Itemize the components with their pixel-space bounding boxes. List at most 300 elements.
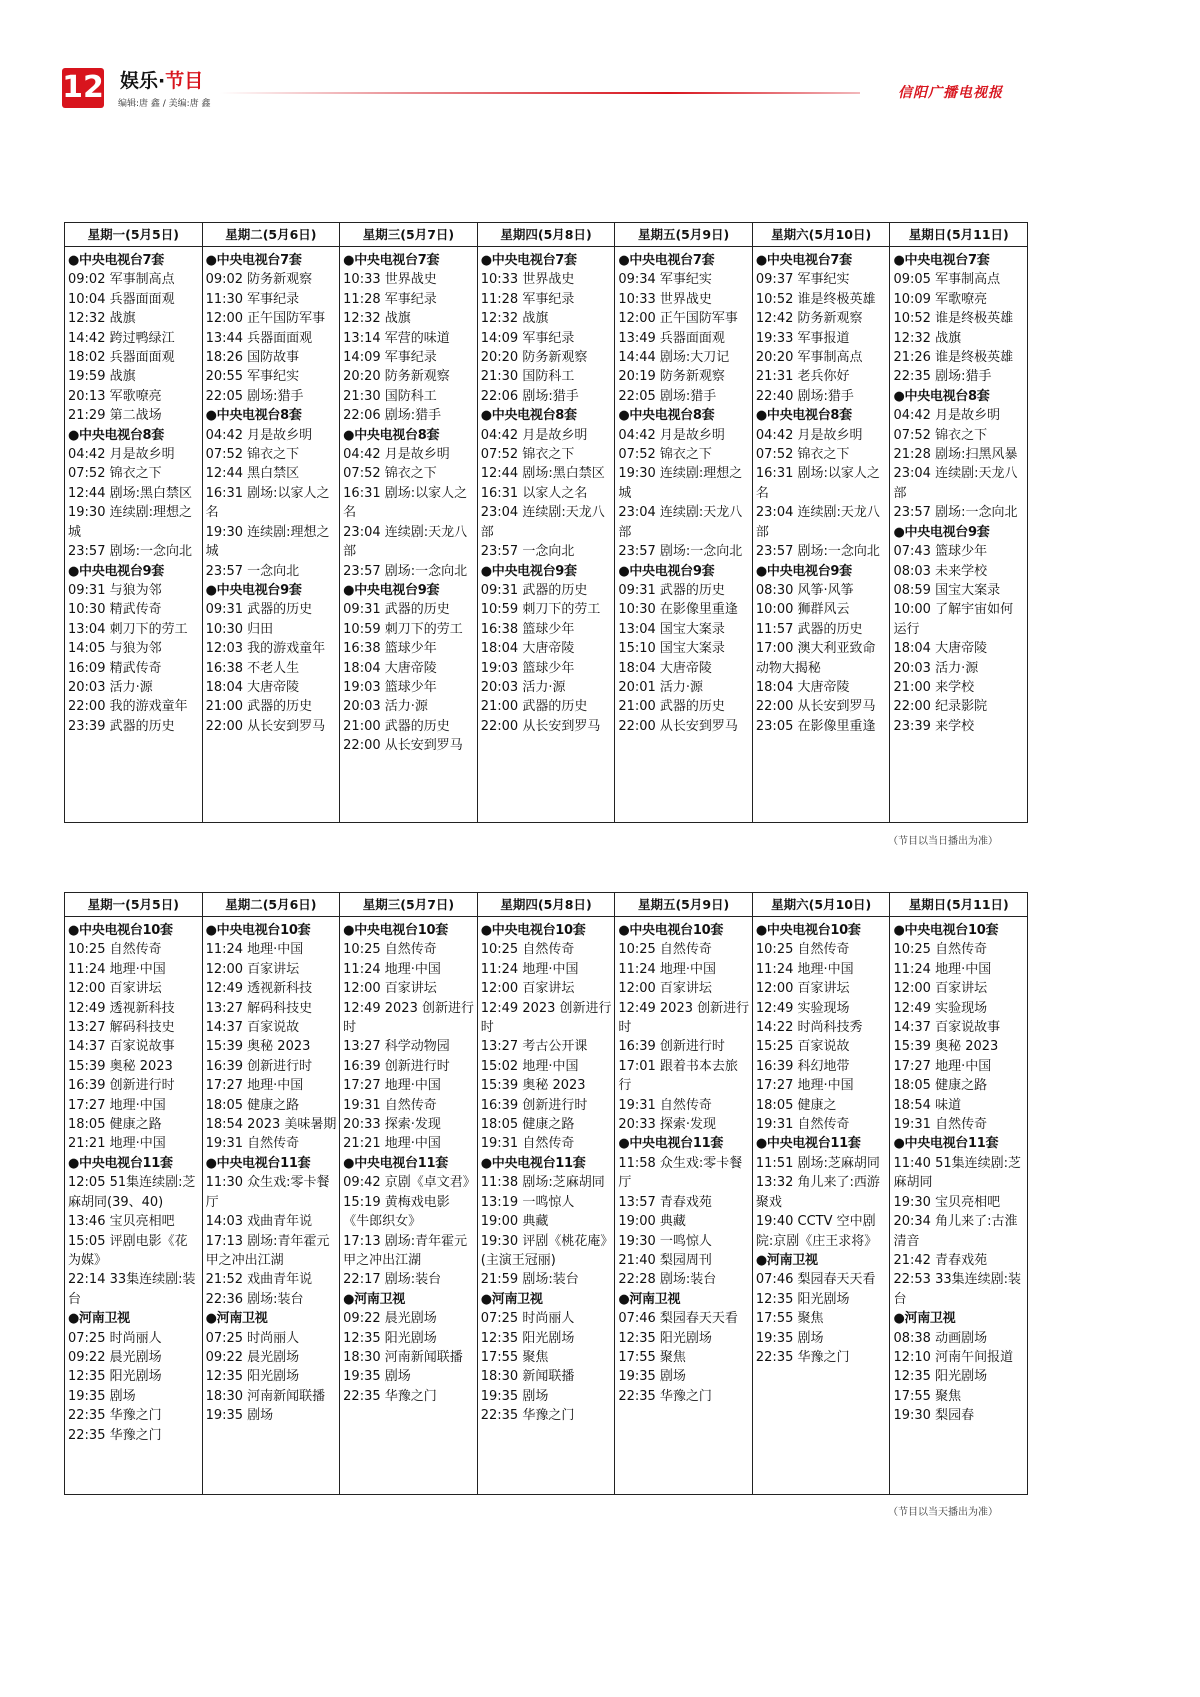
program-item: 11:58 众生戏:零卡餐厅 — [618, 1155, 743, 1191]
program-item: 22:05 剧场:猎手 — [205, 388, 304, 404]
day-header: 星期六(5月10日) — [753, 893, 890, 917]
program-item: 17:13 剧场:青年霍元甲之冲出江湖 — [205, 1233, 330, 1268]
day-column — [340, 893, 478, 1494]
day-header: 星期五(5月9日) — [615, 223, 752, 247]
program-item: 14:37 百家说故事 — [68, 1039, 175, 1055]
day-column — [753, 893, 891, 1494]
program-item: 16:31 以家人之名 — [480, 485, 588, 501]
program-item: 08:03 未来学校 — [893, 563, 988, 579]
program-item: 16:31 剧场:以家人之名 — [343, 485, 468, 521]
program-item: 20:20 防务新观察 — [343, 369, 450, 385]
program-item: 17:55 聚焦 — [618, 1349, 686, 1365]
day-header: 星期一(5月5日) — [65, 223, 202, 247]
program-item: 22:35 华豫之门 — [755, 1349, 850, 1365]
program-item: 12:00 百家讲坛 — [893, 981, 988, 997]
day-column — [615, 223, 753, 822]
program-item: 21:42 青春戏苑 — [893, 1252, 988, 1268]
program-item: 11:30 军事纪录 — [205, 291, 300, 307]
program-item: 18:04 大唐帝陵 — [205, 679, 300, 695]
program-item: 16:39 创新进行时 — [68, 1078, 175, 1094]
program-item: 21:00 来学校 — [893, 679, 975, 695]
program-item: 14:37 百家说故事 — [893, 1020, 1001, 1036]
day-schedule — [203, 247, 340, 736]
day-header: 星期日(5月11日) — [890, 223, 1027, 247]
program-item: 21:30 国防科工 — [480, 369, 575, 385]
program-item: 23:39 武器的历史 — [68, 718, 175, 734]
program-item: 14:44 剧场:大刀记 — [618, 350, 730, 366]
program-item: 19:35 剧场 — [68, 1388, 136, 1404]
program-item: 23:04 连续剧:天龙八部 — [343, 524, 468, 560]
channel-name: ●中央电视台7套 — [893, 253, 990, 268]
program-item: 12:49 2023 创新进行时 — [618, 1000, 750, 1036]
program-item: 12:00 百家讲坛 — [755, 981, 850, 997]
day-schedule — [478, 247, 615, 736]
program-item: 20:34 角儿来了:古淮清音 — [893, 1214, 1018, 1249]
program-item: 21:21 地理·中国 — [343, 1136, 441, 1152]
program-item: 23:57 剧场:一念向北 — [343, 563, 468, 579]
program-item: 19:31 自然传奇 — [343, 1097, 437, 1113]
program-item: 17:27 地理·中国 — [755, 1078, 854, 1094]
program-item: 21:30 国防科工 — [343, 388, 437, 404]
channel-name: ●中央电视台9套 — [755, 563, 852, 579]
program-item: 12:00 百家讲坛 — [618, 981, 712, 997]
program-item: 13:27 解码科技史 — [68, 1020, 175, 1036]
program-item: 12:03 我的游戏童年 — [205, 641, 326, 657]
program-item: 07:25 时尚丽人 — [480, 1311, 575, 1327]
program-item: 08:38 动画剧场 — [893, 1330, 988, 1346]
program-item: 07:52 锦衣之下 — [480, 447, 575, 463]
channel-name: ●中央电视台11套 — [205, 1155, 311, 1171]
program-item: 09:31 武器的历史 — [618, 582, 725, 598]
program-item: 21:29 第二战场 — [68, 408, 162, 424]
program-item: 11:30 众生戏:零卡餐厅 — [205, 1175, 330, 1210]
program-item: 13:04 刺刀下的劳工 — [68, 621, 188, 637]
day-header: 星期一(5月5日) — [65, 893, 202, 917]
program-item: 15:10 国宝大案录 — [618, 641, 725, 657]
program-item: 07:52 锦衣之下 — [343, 466, 437, 482]
program-item: 10:00 狮群风云 — [755, 602, 850, 618]
program-item: 12:44 黑白禁区 — [205, 466, 300, 482]
day-schedule — [890, 917, 1027, 1426]
program-item: 13:57 青春戏苑 — [618, 1194, 712, 1210]
program-item: 11:24 地理·中国 — [480, 961, 579, 977]
program-item: 16:38 不老人生 — [205, 660, 300, 676]
program-item: 19:30 评剧《桃花庵》(主演王冠丽) — [480, 1233, 607, 1268]
program-item: 12:35 阳光剧场 — [68, 1369, 162, 1385]
channel-name: ●中央电视台9套 — [893, 524, 990, 540]
program-item: 12:35 阳光剧场 — [893, 1369, 988, 1385]
program-item: 15:25 百家说故 — [755, 1039, 850, 1055]
program-item: 22:14 33集连续剧:装台 — [68, 1272, 196, 1307]
channel-name: ●中央电视台10套 — [68, 923, 173, 938]
day-column — [890, 223, 1027, 822]
program-item: 21:52 戏曲青年说 — [205, 1272, 313, 1288]
program-item: 09:37 军事纪实 — [755, 272, 850, 288]
program-item: 22:36 剧场:装台 — [205, 1291, 304, 1307]
program-item: 14:22 时尚科技秀 — [755, 1020, 863, 1036]
program-item: 23:57 剧场:一念向北 — [68, 544, 192, 560]
program-item: 04:42 月是故乡明 — [205, 427, 313, 443]
program-item: 15:39 奥秘 2023 — [893, 1039, 999, 1055]
program-item: 14:42 跨过鸭绿江 — [68, 330, 175, 346]
program-item: 12:00 百家讲坛 — [480, 981, 575, 997]
day-column — [65, 223, 203, 822]
channel-name: ●中央电视台9套 — [480, 563, 577, 579]
day-column — [890, 893, 1027, 1494]
program-item: 15:39 奥秘 2023 — [480, 1078, 586, 1094]
program-item: 04:42 月是故乡明 — [343, 447, 450, 463]
channel-name: ●中央电视台7套 — [343, 253, 440, 268]
program-item: 15:39 奥秘 2023 — [205, 1039, 311, 1055]
program-item: 18:05 健康之路 — [893, 1078, 988, 1094]
program-item: 23:04 连续剧:天龙八部 — [480, 505, 605, 540]
program-item: 17:00 澳大利亚致命动物大揭秘 — [755, 641, 876, 676]
program-item: 23:04 连续剧:天龙八部 — [618, 505, 743, 540]
program-item: 10:59 刺刀下的劳工 — [343, 621, 463, 637]
program-item: 16:39 创新进行时 — [480, 1097, 588, 1113]
program-item: 09:31 武器的历史 — [205, 602, 313, 618]
channel-name: ●中央电视台7套 — [755, 253, 852, 268]
program-item: 12:32 战旗 — [343, 311, 411, 327]
program-item: 12:42 防务新观察 — [755, 311, 863, 327]
channel-name: ●中央电视台7套 — [480, 253, 577, 268]
program-item: 22:35 华豫之门 — [480, 1408, 575, 1424]
program-item: 23:04 连续剧:天龙八部 — [893, 466, 1018, 501]
day-header: 星期五(5月9日) — [615, 893, 752, 917]
program-item: 20:55 军事纪实 — [205, 369, 300, 385]
channel-name: ●河南卫视 — [68, 1311, 130, 1327]
program-item: 07:52 锦衣之下 — [755, 447, 850, 463]
program-item: 12:49 实验现场 — [755, 1000, 850, 1016]
channel-name: ●中央电视台8套 — [480, 408, 577, 424]
channel-name: ●中央电视台11套 — [480, 1155, 586, 1171]
day-schedule — [753, 917, 890, 1367]
program-item: 07:52 锦衣之下 — [618, 447, 712, 463]
day-schedule — [890, 247, 1027, 736]
program-item: 12:32 战旗 — [893, 330, 962, 346]
program-item: 18:26 国防故事 — [205, 350, 300, 366]
program-item: 22:35 华豫之门 — [68, 1427, 162, 1443]
day-schedule — [340, 247, 477, 756]
program-item: 19:30 连续剧:理想之城 — [205, 524, 330, 560]
day-schedule — [65, 917, 202, 1445]
channel-name: ●中央电视台10套 — [893, 923, 999, 938]
program-item: 22:35 华豫之门 — [618, 1388, 712, 1404]
program-item: 17:01 跟着书本去旅行 — [618, 1058, 738, 1094]
program-item: 11:51 剧场:芝麻胡同 — [755, 1155, 880, 1171]
program-item: 12:32 战旗 — [68, 311, 136, 327]
program-item: 10:33 世界战史 — [343, 272, 437, 288]
day-schedule — [65, 247, 202, 736]
program-item: 20:33 探索·发现 — [343, 1117, 441, 1133]
day-column — [340, 223, 478, 822]
program-item: 12:00 百家讲坛 — [68, 981, 162, 997]
program-item: 09:02 防务新观察 — [205, 272, 313, 288]
program-item: 23:05 在影像里重逢 — [755, 718, 876, 734]
newspaper-brand: 信阳广播电视报 — [898, 85, 1003, 101]
day-header: 星期二(5月6日) — [203, 893, 340, 917]
program-item: 09:31 武器的历史 — [343, 602, 450, 618]
program-item: 23:39 来学校 — [893, 718, 975, 734]
program-item: 13:32 角儿来了:西游聚戏 — [755, 1175, 880, 1210]
day-schedule — [478, 917, 615, 1426]
program-item: 13:19 一鸣惊人 — [480, 1194, 575, 1210]
program-item: 15:05 评剧电影《花为媒》 — [68, 1233, 188, 1268]
program-item: 21:59 剧场:装台 — [480, 1272, 579, 1288]
program-item: 11:24 地理·中国 — [343, 961, 441, 977]
program-item: 12:44 剧场:黑白禁区 — [68, 485, 192, 501]
day-column — [615, 893, 753, 1494]
schedule-table-week1 — [64, 222, 1028, 823]
program-item: 12:49 透视新科技 — [68, 1000, 175, 1016]
program-item: 16:31 剧场:以家人之名 — [205, 485, 330, 521]
program-item: 23:04 连续剧:天龙八部 — [755, 505, 880, 540]
channel-name: ●中央电视台11套 — [343, 1155, 448, 1171]
program-item: 23:57 剧场:一念向北 — [755, 544, 880, 560]
program-item: 12:49 实验现场 — [893, 1000, 988, 1016]
editors-credit: 编辑:唐 鑫 / 美编:唐 鑫 — [118, 99, 211, 109]
program-item: 22:53 33集连续剧:装台 — [893, 1272, 1021, 1307]
program-item: 09:31 武器的历史 — [480, 582, 588, 598]
program-item: 20:20 防务新观察 — [480, 350, 588, 366]
program-item: 04:42 月是故乡明 — [755, 427, 863, 443]
program-item: 22:35 剧场:猎手 — [893, 369, 992, 385]
program-item: 09:22 晨光剧场 — [205, 1349, 300, 1365]
program-item: 19:40 CCTV 空中剧院:京剧《庄王求将》 — [755, 1214, 878, 1249]
program-item: 22:06 剧场:猎手 — [343, 408, 442, 424]
program-item: 14:37 百家说故 — [205, 1020, 300, 1036]
program-item: 12:49 透视新科技 — [205, 981, 313, 997]
program-item: 07:52 锦衣之下 — [68, 466, 162, 482]
day-column — [65, 893, 203, 1494]
program-item: 13:04 国宝大案录 — [618, 621, 725, 637]
channel-name: ●河南卫视 — [205, 1311, 268, 1327]
program-item: 10:33 世界战史 — [480, 272, 575, 288]
channel-name: ●中央电视台11套 — [68, 1155, 173, 1171]
program-item: 20:03 活力·源 — [343, 699, 428, 715]
program-item: 19:35 剧场 — [480, 1388, 549, 1404]
day-header: 星期四(5月8日) — [478, 893, 615, 917]
program-item: 18:30 河南新闻联播 — [343, 1349, 463, 1365]
day-column — [478, 893, 616, 1494]
channel-name: ●中央电视台8套 — [343, 427, 440, 443]
day-header: 星期三(5月7日) — [340, 893, 477, 917]
program-item: 14:09 军事纪录 — [480, 330, 575, 346]
program-item: 19:30 连续剧:理想之城 — [618, 466, 743, 501]
program-item: 10:59 刺刀下的劳工 — [480, 602, 601, 618]
day-column — [203, 893, 341, 1494]
program-item: 09:31 与狼为邻 — [68, 582, 162, 598]
program-item: 18:04 大唐帝陵 — [618, 660, 712, 676]
program-item: 21:31 老兵你好 — [755, 369, 850, 385]
program-item: 10:33 世界战史 — [618, 291, 712, 307]
program-item: 12:35 阳光剧场 — [618, 1330, 712, 1346]
program-item: 17:27 地理·中国 — [343, 1078, 441, 1094]
program-item: 19:59 战旗 — [68, 369, 136, 385]
program-item: 07:43 篮球少年 — [893, 544, 988, 560]
program-item: 19:30 宝贝亮相吧 — [893, 1194, 1001, 1210]
program-item: 11:28 军事纪录 — [480, 291, 575, 307]
program-item: 14:05 与狼为邻 — [68, 641, 162, 657]
header-rule — [220, 92, 860, 94]
program-item: 21:00 武器的历史 — [205, 699, 313, 715]
program-item: 14:09 军事纪录 — [343, 350, 437, 366]
program-item: 12:05 51集连续剧:芝麻胡同(39、40) — [68, 1175, 196, 1210]
program-item: 13:14 军营的味道 — [343, 330, 450, 346]
channel-name: ●中央电视台7套 — [68, 253, 164, 268]
program-item: 07:52 锦衣之下 — [893, 427, 988, 443]
program-item: 20:03 活力·源 — [480, 679, 566, 695]
channel-name: ●中央电视台8套 — [755, 408, 852, 424]
channel-name: ●中央电视台10套 — [755, 923, 861, 938]
program-item: 11:38 剧场:芝麻胡同 — [480, 1175, 605, 1191]
program-item: 21:21 地理·中国 — [68, 1136, 166, 1152]
program-item: 20:03 活力·源 — [893, 660, 979, 676]
program-item: 22:35 华豫之门 — [68, 1408, 162, 1424]
channel-name: ●河南卫视 — [480, 1291, 543, 1307]
program-item: 17:27 地理·中国 — [893, 1058, 992, 1074]
program-item: 23:57 剧场:一念向北 — [618, 544, 743, 560]
program-item: 08:30 风筝·风筝 — [755, 582, 854, 598]
program-item: 18:02 兵器面面观 — [68, 350, 175, 366]
program-item: 10:30 在影像里重逢 — [618, 602, 738, 618]
day-schedule — [615, 247, 752, 736]
program-item: 23:57 一念向北 — [205, 563, 300, 579]
program-item: 19:30 连续剧:理想之城 — [68, 505, 192, 540]
program-item: 20:03 活力·源 — [68, 679, 153, 695]
channel-name: ●河南卫视 — [343, 1291, 405, 1307]
program-item: 21:00 武器的历史 — [618, 699, 725, 715]
day-schedule — [340, 917, 477, 1406]
schedule-note-2: （节目以当天播出为准） — [888, 1507, 998, 1518]
program-item: 10:04 兵器面面观 — [68, 291, 175, 307]
channel-name: ●中央电视台10套 — [480, 923, 586, 938]
program-item: 19:31 自然传奇 — [480, 1136, 575, 1152]
program-item: 10:25 自然传奇 — [755, 942, 850, 958]
program-item: 17:55 聚焦 — [893, 1388, 962, 1404]
program-item: 22:00 从长安到罗马 — [755, 699, 876, 715]
program-item: 18:54 2023 美味暑期 19:31 自然传奇 — [205, 1117, 337, 1152]
program-item: 11:24 地理·中国 — [618, 961, 717, 977]
program-item: 21:00 武器的历史 — [343, 718, 450, 734]
program-item: 16:39 科幻地带 — [755, 1058, 850, 1074]
program-item: 07:52 锦衣之下 — [205, 447, 300, 463]
program-item: 10:25 自然传奇 — [68, 942, 162, 958]
channel-name: ●中央电视台11套 — [893, 1136, 999, 1152]
program-item: 04:42 月是故乡明 — [480, 427, 588, 443]
program-item: 09:22 晨光剧场 — [343, 1311, 437, 1327]
program-item: 18:04 大唐帝陵 — [480, 641, 575, 657]
program-item: 11:24 地理·中国 — [205, 942, 304, 958]
program-item: 11:40 51集连续剧:芝麻胡同 — [893, 1155, 1021, 1191]
program-item: 09:02 军事制高点 — [68, 272, 175, 288]
channel-name: ●中央电视台11套 — [618, 1136, 724, 1152]
program-item: 16:39 创新进行时 — [618, 1039, 725, 1055]
program-item: 13:27 解码科技史 — [205, 1000, 313, 1016]
program-item: 19:30 一鸣惊人 — [618, 1233, 712, 1249]
program-item: 23:57 一念向北 — [480, 544, 575, 560]
program-item: 22:00 从长安到罗马 — [480, 718, 601, 734]
program-item: 22:06 剧场:猎手 — [480, 388, 579, 404]
page-number: 12 — [62, 68, 104, 108]
program-item: 18:04 大唐帝陵 — [755, 679, 850, 695]
program-item: 10:30 精武传奇 — [68, 602, 162, 618]
program-item: 10:25 自然传奇 — [618, 942, 712, 958]
program-item: 12:35 阳光剧场 — [480, 1330, 575, 1346]
program-item: 12:49 2023 创新进行时 — [343, 1000, 474, 1036]
program-item: 19:03 篮球少年 — [480, 660, 575, 676]
program-item: 23:57 剧场:一念向北 — [893, 505, 1018, 521]
day-column — [203, 223, 341, 822]
program-item: 13:27 科学动物园 — [343, 1039, 450, 1055]
section-title — [120, 66, 203, 93]
program-item: 18:04 大唐帝陵 — [343, 660, 437, 676]
channel-name: ●中央电视台8套 — [893, 388, 990, 404]
program-item: 12:32 战旗 — [480, 311, 549, 327]
program-item: 22:05 剧场:猎手 — [618, 388, 717, 404]
program-item: 12:00 百家讲坛 — [343, 981, 437, 997]
program-item: 08:59 国宝大案录 — [893, 582, 1001, 598]
program-item: 15:39 奥秘 2023 — [68, 1058, 173, 1074]
program-item: 13:27 考古公开课 — [480, 1039, 588, 1055]
program-item: 10:25 自然传奇 — [343, 942, 437, 958]
program-item: 11:24 地理·中国 — [755, 961, 854, 977]
program-item: 18:05 健康之路 — [480, 1117, 575, 1133]
program-item: 07:46 梨园春天天看 — [755, 1272, 876, 1288]
program-item: 15:19 黄梅戏电影《牛郎织女》 — [343, 1194, 450, 1230]
program-item: 19:00 典藏 — [480, 1214, 549, 1230]
program-item: 12:35 阳光剧场 — [205, 1369, 300, 1385]
day-header: 星期六(5月10日) — [753, 223, 890, 247]
channel-name: ●中央电视台9套 — [343, 582, 440, 598]
program-item: 22:00 从长安到罗马 — [343, 738, 463, 754]
program-item: 19:00 典藏 — [618, 1214, 686, 1230]
program-item: 16:38 篮球少年 — [480, 621, 575, 637]
channel-name: ●中央电视台8套 — [68, 427, 164, 443]
channel-name: ●中央电视台9套 — [205, 582, 302, 598]
program-item: 20:01 活力·源 — [618, 679, 704, 695]
program-item: 18:05 健康之路 — [205, 1097, 300, 1113]
program-item: 21:26 谁是终极英雄 — [893, 350, 1014, 366]
program-item: 19:30 梨园春 — [893, 1408, 975, 1424]
program-item: 19:31 自然传奇 — [755, 1117, 850, 1133]
day-column — [753, 223, 891, 822]
program-item: 10:30 归田 — [205, 621, 274, 637]
program-item: 10:52 谁是终极英雄 — [893, 311, 1014, 327]
program-item: 07:25 时尚丽人 — [68, 1330, 162, 1346]
program-item: 12:35 阳光剧场 — [343, 1330, 437, 1346]
program-item: 16:39 创新进行时 — [343, 1058, 450, 1074]
program-item: 17:27 地理·中国 — [205, 1078, 304, 1094]
channel-name: ●中央电视台9套 — [68, 563, 164, 579]
day-schedule — [615, 917, 752, 1406]
program-item: 20:20 军事制高点 — [755, 350, 863, 366]
program-item: 09:22 晨光剧场 — [68, 1349, 162, 1365]
program-item: 12:00 正午国防军事 — [618, 311, 738, 327]
program-item: 17:55 聚焦 — [480, 1349, 549, 1365]
program-item: 21:40 梨园周刊 — [618, 1252, 712, 1268]
program-item: 14:03 戏曲青年说 — [205, 1214, 313, 1230]
program-item: 17:13 剧场:青年霍元甲之冲出江湖 — [343, 1233, 468, 1268]
program-item: 22:00 从长安到罗马 — [618, 718, 738, 734]
program-item: 04:42 月是故乡明 — [618, 427, 725, 443]
program-item: 17:55 聚焦 — [755, 1311, 824, 1327]
program-item: 04:42 月是故乡明 — [68, 447, 175, 463]
channel-name: ●河南卫视 — [618, 1291, 681, 1307]
channel-name: ●中央电视台8套 — [205, 408, 302, 424]
program-item: 22:35 华豫之门 — [343, 1388, 437, 1404]
program-item: 12:44 剧场:黑白禁区 — [480, 466, 605, 482]
